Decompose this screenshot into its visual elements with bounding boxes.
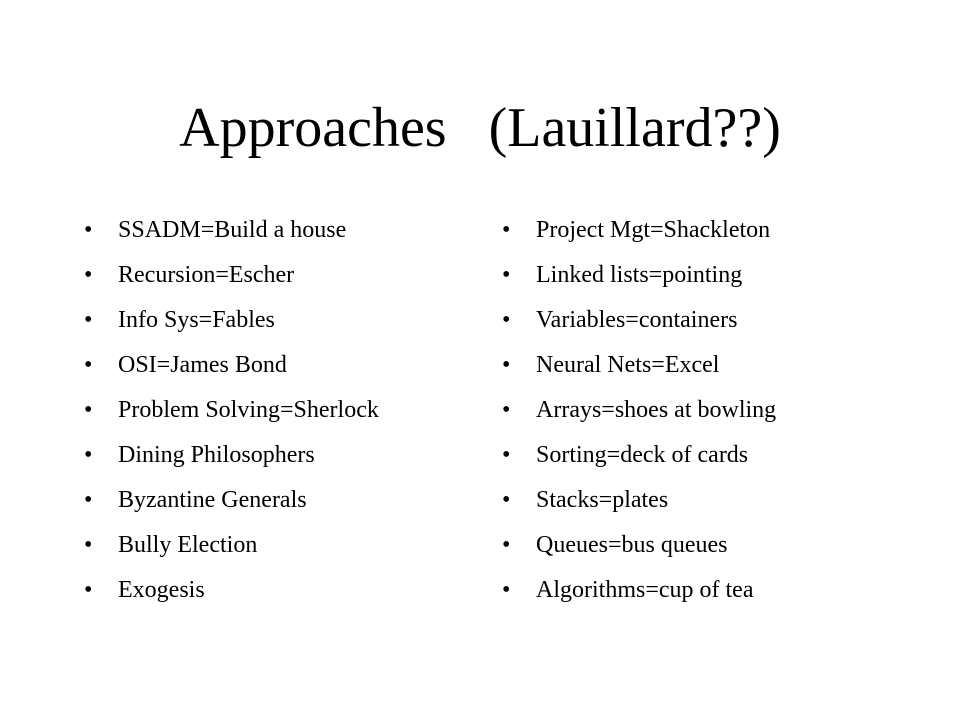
bullet-icon: • bbox=[502, 307, 511, 333]
list-item-text: Project Mgt=Shackleton bbox=[536, 217, 771, 243]
bullet-icon: • bbox=[84, 532, 93, 558]
right-bullet-list bbox=[502, 216, 922, 621]
bullet-icon: • bbox=[502, 532, 511, 558]
bullet-icon: • bbox=[502, 442, 511, 468]
bullet-icon: • bbox=[84, 577, 93, 603]
bullet-icon: • bbox=[84, 487, 93, 513]
bullet-icon: • bbox=[84, 442, 93, 468]
list-item-text: Problem Solving=Sherlock bbox=[118, 397, 379, 423]
list-item bbox=[502, 306, 922, 334]
bullet-icon: • bbox=[502, 262, 511, 288]
list-item-text: Linked lists=pointing bbox=[536, 262, 743, 288]
bullet-icon: • bbox=[84, 262, 93, 288]
list-item-text: SSADM=Build a house bbox=[118, 217, 347, 243]
list-item-text: Arrays=shoes at bowling bbox=[536, 397, 777, 423]
bullet-icon: • bbox=[84, 307, 93, 333]
list-item bbox=[502, 486, 922, 514]
bullet-icon: • bbox=[84, 217, 93, 243]
list-item bbox=[502, 576, 922, 604]
list-item bbox=[84, 441, 424, 469]
list-item-text: OSI=James Bond bbox=[118, 352, 287, 378]
list-item bbox=[84, 261, 424, 289]
bullet-icon: • bbox=[502, 397, 511, 423]
list-item bbox=[84, 306, 424, 334]
list-item bbox=[84, 531, 424, 559]
list-item-text: Variables=containers bbox=[536, 307, 738, 333]
list-item bbox=[502, 441, 922, 469]
list-item-text: Info Sys=Fables bbox=[118, 307, 275, 333]
slide-title: Approaches (Lauillard??) bbox=[179, 97, 781, 159]
list-item bbox=[502, 396, 922, 424]
list-item bbox=[84, 396, 424, 424]
list-item-text: Recursion=Escher bbox=[118, 262, 295, 288]
bullet-icon: • bbox=[502, 352, 511, 378]
bullet-icon: • bbox=[502, 487, 511, 513]
list-item bbox=[84, 351, 424, 379]
list-item-text: Stacks=plates bbox=[536, 487, 669, 513]
list-item-text: Exogesis bbox=[118, 577, 205, 603]
list-item bbox=[84, 486, 424, 514]
left-bullet-list bbox=[84, 216, 424, 621]
list-item-text: Queues=bus queues bbox=[536, 532, 728, 558]
list-item-text: Byzantine Generals bbox=[118, 487, 307, 513]
list-item bbox=[502, 216, 922, 244]
list-item bbox=[502, 261, 922, 289]
list-item-text: Neural Nets=Excel bbox=[536, 352, 720, 378]
list-item bbox=[84, 216, 424, 244]
list-item bbox=[502, 531, 922, 559]
bullet-icon: • bbox=[502, 217, 511, 243]
list-item-text: Dining Philosophers bbox=[118, 442, 315, 468]
list-item-text: Sorting=deck of cards bbox=[536, 442, 749, 468]
bullet-icon: • bbox=[84, 397, 93, 423]
bullet-icon: • bbox=[84, 352, 93, 378]
list-item-text: Algorithms=cup of tea bbox=[536, 577, 754, 603]
bullet-icon: • bbox=[502, 577, 511, 603]
list-item-text: Bully Election bbox=[118, 532, 258, 558]
list-item bbox=[84, 576, 424, 604]
list-item bbox=[502, 351, 922, 379]
